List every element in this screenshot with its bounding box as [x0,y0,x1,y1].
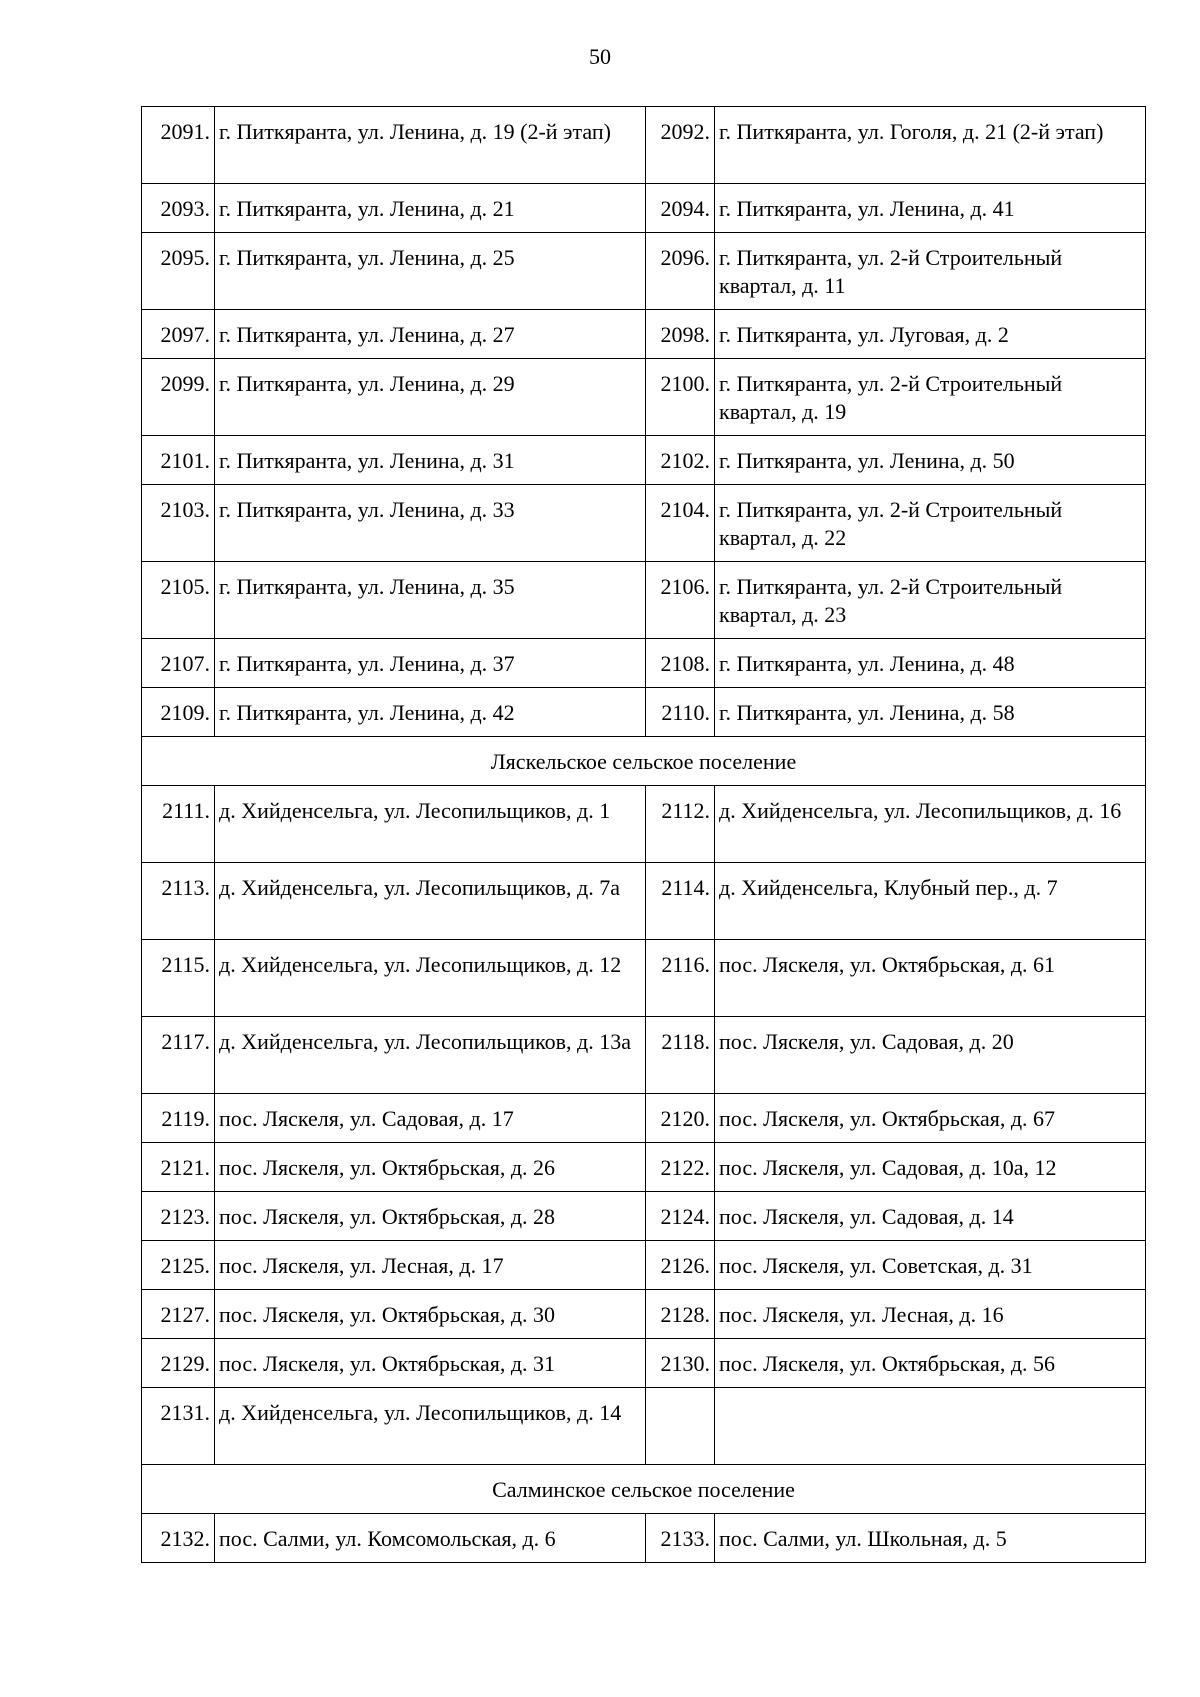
entry-number: 2104. [646,485,715,562]
entry-number: 2109. [142,688,215,737]
entry-address: пос. Ляскеля, ул. Октябрьская, д. 30 [215,1290,646,1339]
entry-address: г. Питкяранта, ул. Ленина, д. 33 [215,485,646,562]
entry-address: г. Питкяранта, ул. Ленина, д. 41 [715,184,1146,233]
entry-address: г. Питкяранта, ул. Ленина, д. 25 [215,233,646,310]
entry-address: г. Питкяранта, ул. Ленина, д. 27 [215,310,646,359]
entry-number: 2095. [142,233,215,310]
table-row [142,1339,1146,1388]
entry-number: 2126. [646,1241,715,1290]
entry-number: 2093. [142,184,215,233]
entry-address: г. Питкяранта, ул. Луговая, д. 2 [715,310,1146,359]
entry-number: 2121. [142,1143,215,1192]
section-header-row [142,737,1146,786]
entry-number: 2120. [646,1094,715,1143]
entry-address: пос. Ляскеля, ул. Октябрьская, д. 26 [215,1143,646,1192]
entry-address: г. Питкяранта, ул. Ленина, д. 58 [715,688,1146,737]
entry-number: 2123. [142,1192,215,1241]
table-row [142,1388,1146,1465]
table-row [142,1094,1146,1143]
table-row [142,233,1146,310]
entry-number: 2096. [646,233,715,310]
entry-number: 2130. [646,1339,715,1388]
entry-number: 2097. [142,310,215,359]
table-row [142,688,1146,737]
entry-address: пос. Ляскеля, ул. Лесная, д. 16 [715,1290,1146,1339]
table-row [142,1290,1146,1339]
entry-address: г. Питкяранта, ул. Ленина, д. 42 [215,688,646,737]
table-row [142,1143,1146,1192]
entry-address: д. Хийденсельга, ул. Лесопильщиков, д. 7а [215,863,646,940]
entry-address: д. Хийденсельга, ул. Лесопильщиков, д. 1 [215,786,646,863]
entry-number: 2122. [646,1143,715,1192]
entry-number: 2133. [646,1514,715,1563]
entry-number: 2100. [646,359,715,436]
entry-number: 2091. [142,107,215,184]
entry-address: г. Питкяранта, ул. Ленина, д. 35 [215,562,646,639]
entry-address: д. Хийденсельга, ул. Лесопильщиков, д. 13а [215,1017,646,1094]
table-row [142,1241,1146,1290]
entry-address: пос. Ляскеля, ул. Октябрьская, д. 31 [215,1339,646,1388]
entry-address: пос. Ляскеля, ул. Октябрьская, д. 67 [715,1094,1146,1143]
table-row [142,359,1146,436]
entry-number: 2106. [646,562,715,639]
entry-number: 2092. [646,107,715,184]
table-row [142,1017,1146,1094]
entry-number: 2108. [646,639,715,688]
entry-number [646,1388,715,1465]
entry-address: д. Хийденсельга, Клубный пер., д. 7 [715,863,1146,940]
entry-address: г. Питкяранта, ул. 2-й Строительный квартал, д. 23 [715,562,1146,639]
entry-number: 2105. [142,562,215,639]
entry-number: 2132. [142,1514,215,1563]
entry-address: г. Питкяранта, ул. Ленина, д. 48 [715,639,1146,688]
entry-number: 2094. [646,184,715,233]
entry-address: г. Питкяранта, ул. Ленина, д. 37 [215,639,646,688]
entry-address: пос. Ляскеля, ул. Советская, д. 31 [715,1241,1146,1290]
entry-address: пос. Ляскеля, ул. Октябрьская, д. 28 [215,1192,646,1241]
entry-address: пос. Салми, ул. Комсомольская, д. 6 [215,1514,646,1563]
entry-address: г. Питкяранта, ул. 2-й Строительный квартал, д. 19 [715,359,1146,436]
entry-address: д. Хийденсельга, ул. Лесопильщиков, д. 16 [715,786,1146,863]
entry-number: 2118. [646,1017,715,1094]
entry-number: 2107. [142,639,215,688]
entry-address: г. Питкяранта, ул. Ленина, д. 29 [215,359,646,436]
section-header-row [142,1465,1146,1514]
entry-number: 2124. [646,1192,715,1241]
entry-address: пос. Ляскеля, ул. Садовая, д. 17 [215,1094,646,1143]
address-table-body [142,107,1146,1563]
entry-address: г. Питкяранта, ул. Ленина, д. 50 [715,436,1146,485]
entry-address: пос. Ляскеля, ул. Октябрьская, д. 56 [715,1339,1146,1388]
table-row [142,485,1146,562]
entry-number: 2112. [646,786,715,863]
entry-address: пос. Ляскеля, ул. Садовая, д. 14 [715,1192,1146,1241]
table-row [142,863,1146,940]
entry-address: пос. Ляскеля, ул. Октябрьская, д. 61 [715,940,1146,1017]
entry-number: 2127. [142,1290,215,1339]
entry-address: г. Питкяранта, ул. 2-й Строительный квартал, д. 11 [715,233,1146,310]
entry-address [715,1388,1146,1465]
entry-address: д. Хийденсельга, ул. Лесопильщиков, д. 14 [215,1388,646,1465]
section-title: Салминское сельское поселение [142,1465,1146,1514]
entry-number: 2131. [142,1388,215,1465]
table-row [142,639,1146,688]
section-title: Ляскельское сельское поселение [142,737,1146,786]
table-row [142,184,1146,233]
entry-address: пос. Ляскеля, ул. Садовая, д. 20 [715,1017,1146,1094]
entry-number: 2128. [646,1290,715,1339]
entry-number: 2116. [646,940,715,1017]
entry-number: 2125. [142,1241,215,1290]
table-row [142,786,1146,863]
entry-address: г. Питкяранта, ул. 2-й Строительный квартал, д. 22 [715,485,1146,562]
entry-address: пос. Ляскеля, ул. Садовая, д. 10а, 12 [715,1143,1146,1192]
table-row [142,562,1146,639]
entry-number: 2119. [142,1094,215,1143]
page-number: 50 [589,44,611,69]
entry-number: 2114. [646,863,715,940]
table-row [142,436,1146,485]
entry-number: 2117. [142,1017,215,1094]
entry-number: 2110. [646,688,715,737]
table-row [142,1192,1146,1241]
entry-address: г. Питкяранта, ул. Ленина, д. 21 [215,184,646,233]
address-table [141,106,1146,1563]
entry-number: 2103. [142,485,215,562]
table-row [142,107,1146,184]
entry-number: 2099. [142,359,215,436]
entry-number: 2129. [142,1339,215,1388]
entry-number: 2113. [142,863,215,940]
entry-address: г. Питкяранта, ул. Ленина, д. 19 (2-й этап) [215,107,646,184]
entry-address: пос. Ляскеля, ул. Лесная, д. 17 [215,1241,646,1290]
entry-address: д. Хийденсельга, ул. Лесопильщиков, д. 12 [215,940,646,1017]
entry-address: пос. Салми, ул. Школьная, д. 5 [715,1514,1146,1563]
entry-number: 2101. [142,436,215,485]
entry-number: 2098. [646,310,715,359]
entry-address: г. Питкяранта, ул. Гоголя, д. 21 (2-й этап) [715,107,1146,184]
entry-number: 2115. [142,940,215,1017]
table-row [142,1514,1146,1563]
entry-address: г. Питкяранта, ул. Ленина, д. 31 [215,436,646,485]
entry-number: 2102. [646,436,715,485]
entry-number: 2111. [142,786,215,863]
table-row [142,310,1146,359]
table-row [142,940,1146,1017]
